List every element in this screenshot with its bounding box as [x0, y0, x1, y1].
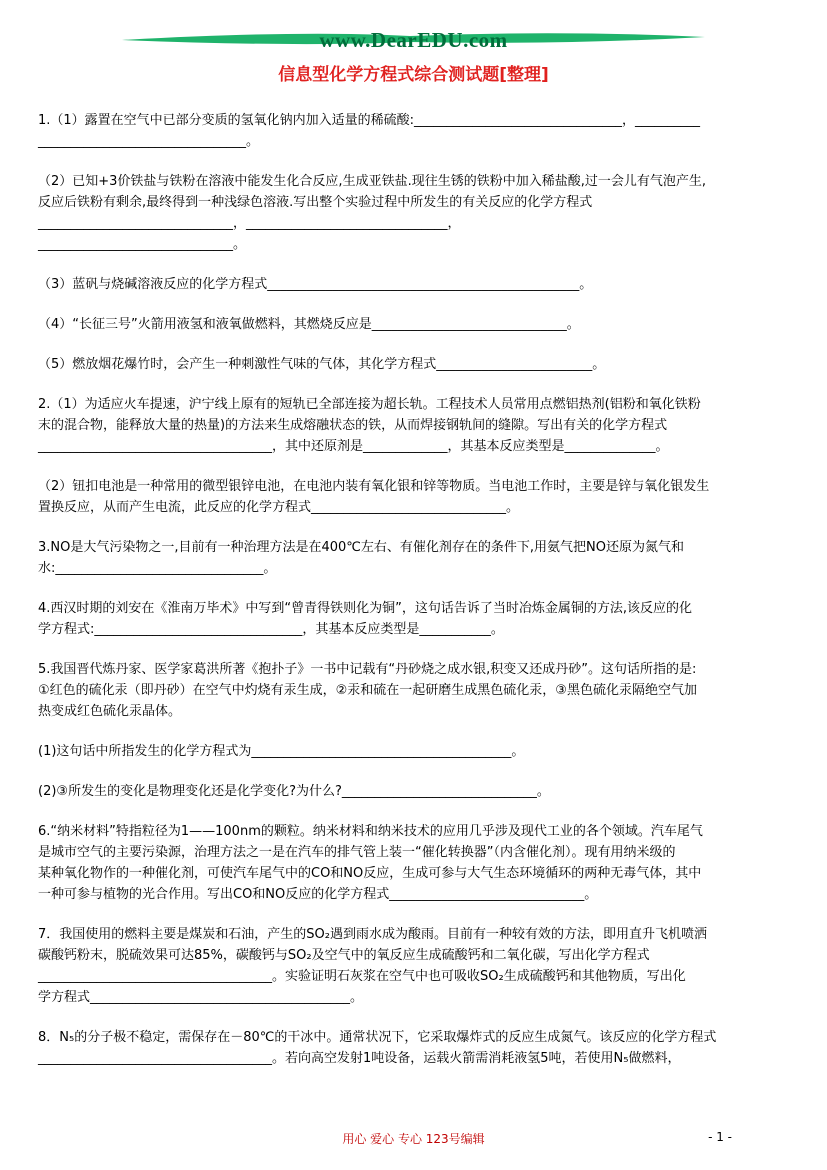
text-line: 3.NO是大气污染物之一,目前有一种治理方法是在400℃左右、有催化剂存在的条件下,用氨气把NO还原为氮气和 [38, 540, 684, 555]
text-line: ____________________________________。若向高空发射1吨设备，运载火箭需消耗液氢5吨，若使用N₅做燃料， [38, 1051, 681, 1066]
document-title: 信息型化学方程式综合测试题[整理] [278, 65, 549, 85]
text-line: 碳酸钙粉末，脱硫效果可达85%，碳酸钙与SO₂及空气中的氧反应生成硫酸钙和二氧化碳，写出化学方程式 [38, 948, 650, 963]
text-line: 学方程式:________________________________，其基本反应类型是___________。 [38, 622, 504, 637]
footer-slogan: 用心 爱心 专心 123号编辑 [342, 1132, 485, 1146]
text-line: 1.（1）露置在空气中已部分变质的氢氧化钠内加入适量的稀硫酸:________________________________，__________ [38, 113, 701, 128]
text-line: 7．我国使用的燃料主要是煤炭和石油，产生的SO₂遇到雨水成为酸雨。目前有一种较有效的方法，即用直升飞机喷洒 [38, 927, 707, 942]
text-line: 热变成红色硫化汞晶体。 [38, 704, 182, 719]
text-line: (1)这句话中所指发生的化学方程式为________________________________________。 [38, 744, 525, 759]
text-line: 2.（1）为适应火车提速，沪宁线上原有的短轨已全部连接为超长轨。工程技术人员常用点燃铝热剂(铝粉和氧化铁粉 [38, 397, 701, 412]
text-line: 一种可参与植物的光合作用。写出CO和NO反应的化学方程式______________________________。 [38, 887, 598, 902]
text-line: ①红色的硫化汞（即丹砂）在空气中灼烧有汞生成，②汞和硫在一起研磨生成黑色硫化汞，③黑色硫化汞隔绝空气加 [38, 683, 697, 698]
text-line: 末的混合物，能释放大量的热量)的方法来生成熔融状态的铁，从而焊接钢轨间的缝隙。写出有关的化学方程式 [38, 418, 668, 433]
text-line: ______________________________，_______________________________， [38, 216, 461, 231]
text-line: 学方程式________________________________________。 [38, 990, 364, 1005]
text-line: 是城市空气的主要污染源，治理方法之一是在汽车的排气管上装一“催化转换器”（内含催化剂）。现有用纳米级的 [38, 845, 676, 860]
page-footer [0, 1130, 827, 1150]
text-line: （4）“长征三号”火箭用液氢和液氧做燃料，其燃烧反应是______________________________。 [38, 317, 580, 332]
text-line: （2）钮扣电池是一种常用的微型银锌电池，在电池内装有氧化银和锌等物质。当电池工作时，主要是锌与氧化银发生 [38, 479, 710, 494]
site-name: www.DearEDU.com [319, 28, 508, 52]
text-line: 6.“纳米材料”特指粒径为1——100nm的颗粒。纳米材料和纳米技术的应用几乎涉及现代工业的各个领域。汽车尾气 [38, 824, 703, 839]
text-line: 4.西汉时期的刘安在《淮南万毕术》中写到“曾青得铁则化为铜”，这句话告诉了当时冶炼金属铜的方法,该反应的化 [38, 601, 693, 616]
text-line: （2）已知+3价铁盐与铁粉在溶液中能发生化合反应,生成亚铁盐.现往生锈的铁粉中加入稀盐酸,过一会儿有气泡产生, [38, 174, 706, 189]
text-line: 反应后铁粉有剩余,最终得到一种浅绿色溶液.写出整个实验过程中所发生的有关反应的化学方程式 [38, 195, 593, 210]
text-line: （5）燃放烟花爆竹时，会产生一种刺激性气味的气体，其化学方程式________________________。 [38, 357, 606, 372]
text-line: 水:________________________________。 [38, 561, 277, 576]
text-line: ______________________________。 [38, 237, 247, 252]
text-line: ________________________________。 [38, 134, 260, 149]
text-line: 某种氧化物作的一种催化剂，可使汽车尾气中的CO和NO反应，生成可参与大气生态环境循环的两种无毒气体，其中 [38, 866, 702, 881]
text-line: ____________________________________，其中还原剂是_____________，其基本反应类型是______________。 [38, 439, 669, 454]
text-line: 5.我国晋代炼丹家、医学家葛洪所著《抱扑子》一书中记载有“丹砂烧之成水银,积变又还成丹砂”。这句话所指的是: [38, 662, 697, 677]
document-body [38, 110, 790, 1069]
text-line: (2)③所发生的变化是物理变化还是化学变化?为什么?______________________________。 [38, 784, 550, 799]
text-line: （3）蓝矾与烧碱溶液反应的化学方程式________________________________________________。 [38, 277, 593, 292]
text-line: ____________________________________。实验证明石灰浆在空气中也可吸收SO₂生成硫酸钙和其他物质，写出化 [38, 969, 686, 984]
page-header [0, 0, 827, 60]
page-number: - 1 - [708, 1130, 732, 1144]
text-line: 8．N₅的分子极不稳定，需保存在－80℃的干冰中。通常状况下，它采取爆炸式的反应生成氮气。该反应的化学方程式 [38, 1030, 717, 1045]
text-line: 置换反应，从而产生电流，此反应的化学方程式______________________________。 [38, 500, 520, 515]
